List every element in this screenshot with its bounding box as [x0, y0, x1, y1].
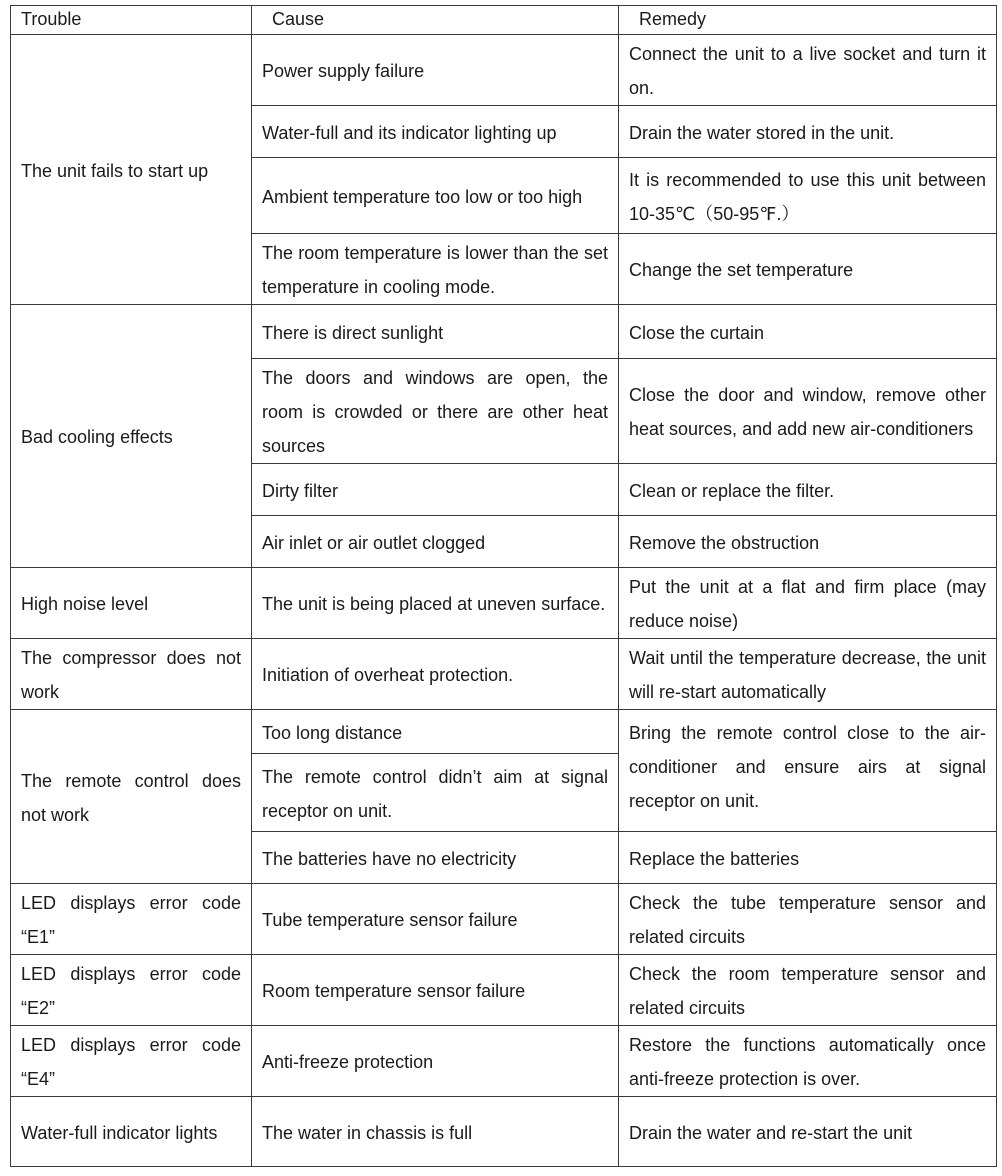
- remedy-cell: Drain the water stored in the unit.: [619, 106, 997, 158]
- cause-cell: Initiation of overheat protection.: [252, 639, 619, 710]
- cause-cell: Power supply failure: [252, 35, 619, 106]
- trouble-cell: The remote control does not work: [11, 710, 252, 884]
- table-row: [11, 35, 997, 106]
- table-row: [11, 884, 997, 955]
- cause-cell: The remote control didn’t aim at signal receptor on unit.: [252, 754, 619, 832]
- table-row: [11, 305, 997, 359]
- cause-cell: Air inlet or air outlet clogged: [252, 516, 619, 568]
- trouble-cell: High noise level: [11, 568, 252, 639]
- cause-cell: The room temperature is lower than the set temperature in cooling mode.: [252, 234, 619, 305]
- remedy-cell: Drain the water and re-start the unit: [619, 1097, 997, 1167]
- cause-cell: Ambient temperature too low or too high: [252, 158, 619, 234]
- cause-cell: The batteries have no electricity: [252, 832, 619, 884]
- trouble-cell: Water-full indicator lights: [11, 1097, 252, 1167]
- header-trouble: Trouble: [11, 6, 252, 35]
- trouble-cell: LED displays error code “E4”: [11, 1026, 252, 1097]
- cause-cell: Tube temperature sensor failure: [252, 884, 619, 955]
- cause-cell: The water in chassis is full: [252, 1097, 619, 1167]
- cause-cell: The unit is being placed at uneven surface.: [252, 568, 619, 639]
- remedy-cell: Put the unit at a flat and firm place (may reduce noise): [619, 568, 997, 639]
- cause-cell: There is direct sunlight: [252, 305, 619, 359]
- cause-cell: Room temperature sensor failure: [252, 955, 619, 1026]
- cause-cell: Anti-freeze protection: [252, 1026, 619, 1097]
- remedy-cell: Restore the functions automatically once anti-freeze protection is over.: [619, 1026, 997, 1097]
- trouble-cell: The compressor does not work: [11, 639, 252, 710]
- remedy-cell: Wait until the temperature decrease, the unit will re-start automatically: [619, 639, 997, 710]
- remedy-cell: Check the room temperature sensor and related circuits: [619, 955, 997, 1026]
- remedy-cell: Clean or replace the filter.: [619, 464, 997, 516]
- remedy-cell: Check the tube temperature sensor and related circuits: [619, 884, 997, 955]
- table-row: [11, 1026, 997, 1097]
- remedy-cell-shared: Bring the remote control close to the air-conditioner and ensure airs at signal receptor on unit.: [619, 710, 997, 832]
- header-remedy: Remedy: [619, 6, 997, 35]
- table-row: [11, 568, 997, 639]
- troubleshooting-table: [10, 5, 997, 1167]
- table-row: [11, 1097, 997, 1167]
- trouble-cell: LED displays error code “E2”: [11, 955, 252, 1026]
- remedy-cell: Close the door and window, remove other heat sources, and add new air-conditioners: [619, 359, 997, 464]
- table-row: [11, 710, 997, 754]
- remedy-cell: Close the curtain: [619, 305, 997, 359]
- trouble-cell: Bad cooling effects: [11, 305, 252, 568]
- table-row: [11, 639, 997, 710]
- cause-cell: The doors and windows are open, the room is crowded or there are other heat sources: [252, 359, 619, 464]
- cause-cell: Dirty filter: [252, 464, 619, 516]
- remedy-cell: Remove the obstruction: [619, 516, 997, 568]
- trouble-cell: The unit fails to start up: [11, 35, 252, 305]
- cause-cell: Too long distance: [252, 710, 619, 754]
- remedy-cell: Replace the batteries: [619, 832, 997, 884]
- remedy-cell: Change the set temperature: [619, 234, 997, 305]
- remedy-cell: It is recommended to use this unit between 10-35℃（50-95℉.）: [619, 158, 997, 234]
- remedy-cell: Connect the unit to a live socket and turn it on.: [619, 35, 997, 106]
- table-row: [11, 955, 997, 1026]
- header-row: [11, 6, 997, 35]
- trouble-cell: LED displays error code “E1”: [11, 884, 252, 955]
- header-cause: Cause: [252, 6, 619, 35]
- cause-cell: Water-full and its indicator lighting up: [252, 106, 619, 158]
